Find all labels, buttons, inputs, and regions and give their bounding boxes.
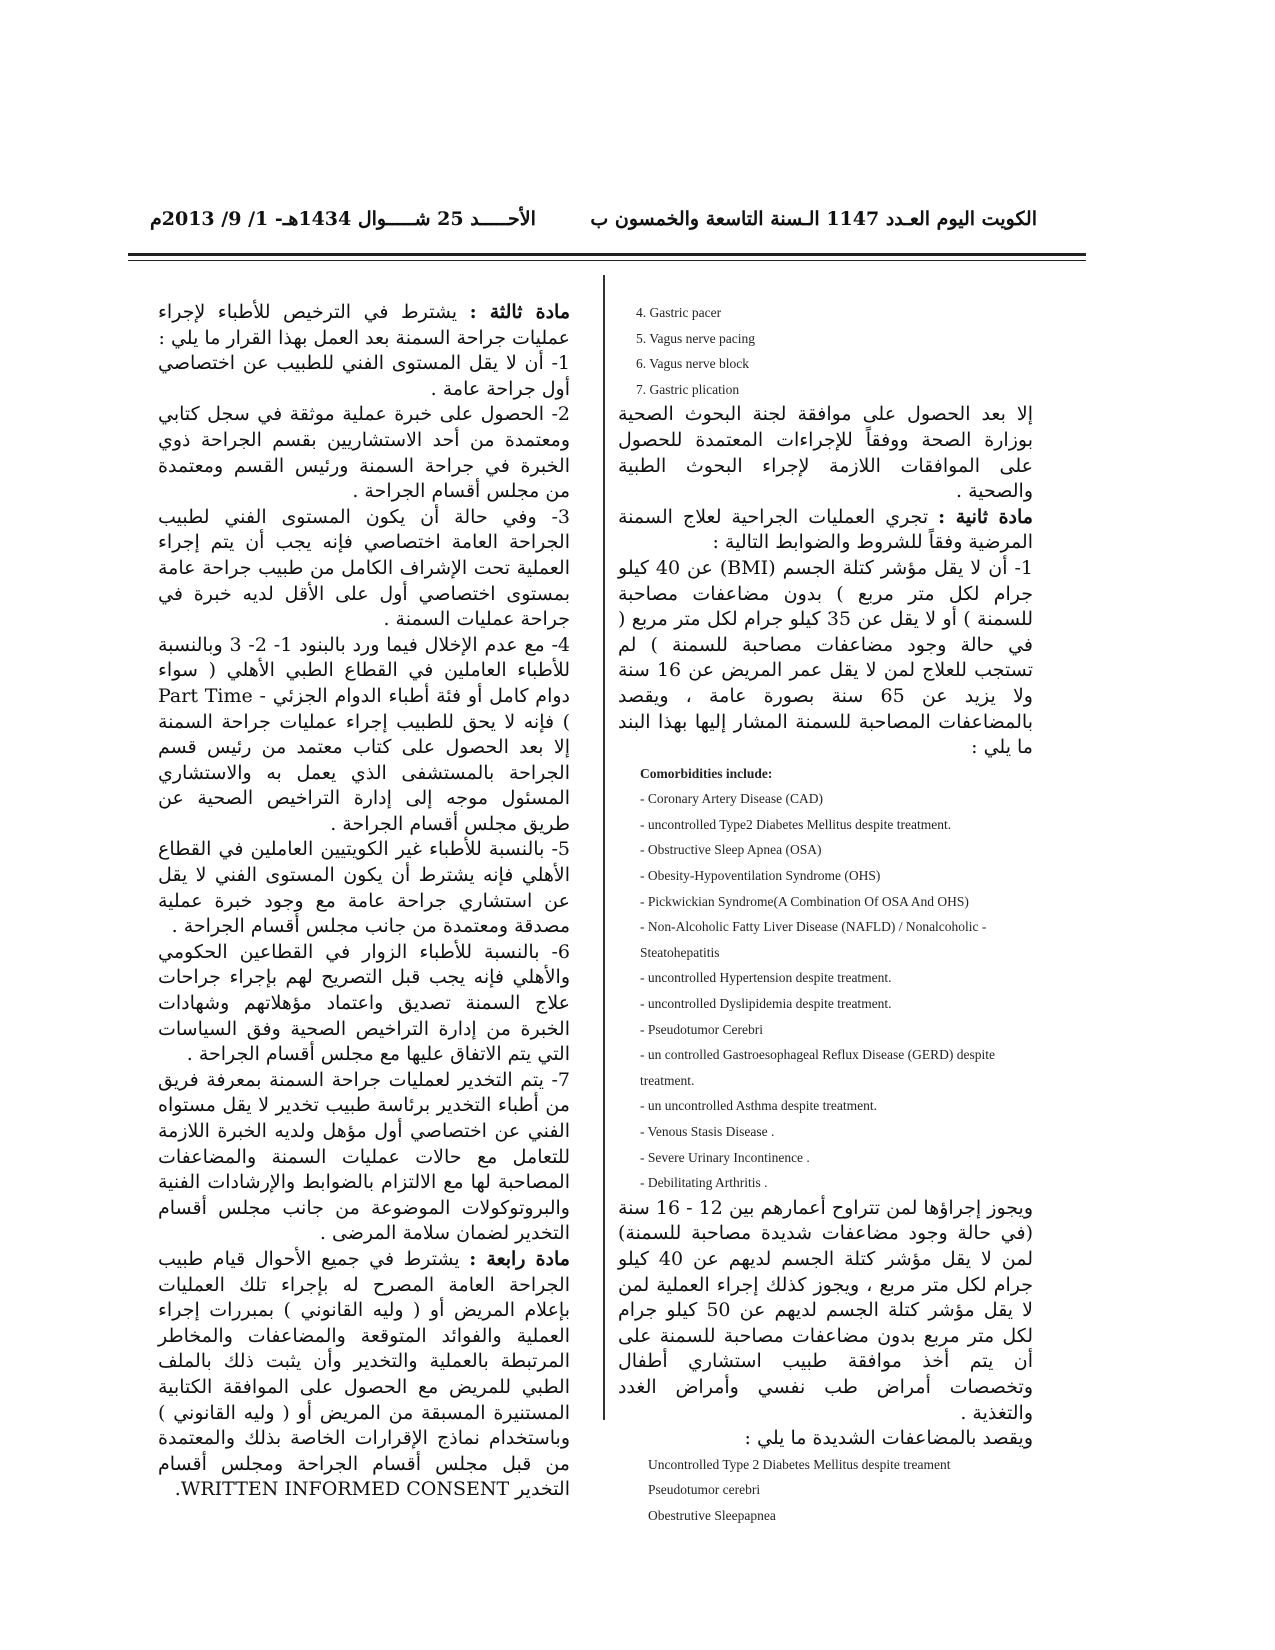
list-item: - Severe Urinary Incontinence . [640,1149,810,1165]
list-item: - Venous Stasis Disease . [640,1124,775,1139]
list-item: - Pseudotumor Cerebri [640,1021,763,1037]
header-date: الأحـــــد 25 شـــــوال 1434هـ- 1/ 9/ 2013م [150,208,536,230]
article-four: مادة رابعة : يشترط في جميع الأحوال قيام طبيب الجراحة العامة المصرح له بإجراء تلك العمليات بإعلام المريض أو ( وليه القانوني ) بمبررات إجراء العملية والفوائد المتوقعة والمضاعفات والمخاطر المرتبطة بالعملية والتخدير وأن يثبت ذلك بالملف الطبي للمريض مع الحصول على الموافقة الكتابية المستنيرة المسبقة من المريض أو ( وليه القانوني ) وباستخدام نماذج الإقرارات الخاصة بذلك والمعتمدة من قبل مجلس أقسام الجراحة ومجلس أقسام التخدير WRITTEN INFORMED CONSENT. [158,1247,570,1501]
header-rule [128,253,1086,256]
approval-paragraph: إلا بعد الحصول على موافقة لجنة البحوث الصحية بوزارة الصحة ووفقاً للإجراءات المعتمدة للحصول على الموافقات اللازمة لإجراء البحوث الطبية والصحية . [618,403,1033,503]
list-item: Pseudotumor cerebri [648,1482,761,1498]
list-item: - uncontrolled Hypertension despite treatment. [640,970,892,986]
severe-list [618,1452,1033,1529]
bmi-paragraph: 1- أن لا يقل مؤشر كتلة الجسم (BMI) عن 40 كيلو جرام لكل متر مربع ) بدون مضاعفات مصاحبة للسمنة ) أو لا يقل عن 35 كيلو جرام لكل متر مربع ( في حالة وجود مضاعفات مصاحبة للسمنة ) لم تستجب للعلاج لمن لا يقل عمر المريض عن 16 سنة ولا يزيد عن 65 سنة بصورة عامة ، ويقصد بالمضاعفات المصاحبة للسمنة المشار إليها بهذا البند ما يلي : [618,556,1033,759]
procedure-list [618,300,1033,402]
column-divider [603,275,605,1420]
comorbidities-list [618,786,1033,1196]
list-item: - un uncontrolled Asthma despite treatment. [640,1098,877,1114]
list-item: 7. Gastric plication [636,381,740,397]
article-three-item-5: 5- بالنسبة للأطباء غير الكويتيين العاملين في القطاع الأهلي فإنه يشترط أن يكون المستوى الفني لا يقل عن استشاري جراحة عامة مع وجود خبرة عملية مصدقة ومعتمدة من جانب مجلس أقسام الجراحة . [158,838,570,938]
youth-paragraph: ويجوز إجراؤها لمن تتراوح أعمارهم بين 12 - 16 سنة (في حالة وجود مضاعفات شديدة مصاحبة للسمنة) لمن لا يقل مؤشر كتلة الجسم لديهم عن 40 كيلو جرام لكل متر مربع ، ويجوز كذلك إجراء العملية لمن لا يقل مؤشر كتلة الجسم لديهم عن 50 كيلو جرام لكل متر مربع بدون مضاعفات مصاحبة للسمنة على أن يتم أخذ موافقة طبيب استشاري أطفال وتخصصات أمراض طب نفسي وأمراض الغدد والتغذية . [618,1196,1034,1424]
list-item: - un controlled Gastroesophageal Reflux Disease (GERD) despite treatment. [640,1047,996,1088]
article-two-label: مادة ثانية : [938,505,1033,528]
article-three-item-1: 1- أن لا يقل المستوى الفني للطبيب عن اختصاصي أول جراحة عامة . [158,352,570,400]
list-item: - Debilitating Arthritis . [640,1175,768,1191]
list-item: - Obstructive Sleep Apnea (OSA) [640,842,822,858]
comorbidities-title: Comorbidities include: [640,765,773,781]
list-item: - Obesity-Hypoventilation Syndrome (OHS) [640,868,881,884]
article-two: مادة ثانية : تجري العمليات الجراحية لعلاج السمنة المرضية وفقاً للشروط والضوابط التالية : [618,505,1033,554]
severe-intro: ويقصد بالمضاعفات الشديدة ما يلي : [744,1427,1033,1450]
header-publication: الكويت اليوم العـدد 1147 الـسنة التاسعة والخمسون ب [590,208,1037,230]
article-three-item-2: 2- الحصول على خبرة عملية موثقة في سجل كتابي ومعتمدة من أحد الاستشاريين بقسم الجراحة ذوي الخبرة في جراحة السمنة ورئيس القسم ومعتمدة من مجلس أقسام الجراحة . [158,403,570,503]
list-item: Uncontrolled Type 2 Diabetes Mellitus despite treament [648,1456,951,1472]
list-item: 6. Vagus nerve block [636,356,749,372]
article-three-item-4: 4- مع عدم الإخلال فيما ورد بالبنود 1- 2- 3 وبالنسبة للأطباء العاملين في القطاع الطبي الأهلي ( سواء دوام كامل أو فئة أطباء الدوام الجزئي - Part Time ) فإنه لا يحق للطبيب إجراء عمليات جراحة السمنة إلا بعد الحصول على كتاب معتمد من رئيس قسم الجراحة بالمستشفى الذي يعمل به والاستشاري المسئول موجه إلى إدارة التراخيص الصحية عن طريق مجلس أقسام الجراحة . [158,633,571,835]
list-item: - Coronary Artery Disease (CAD) [640,791,823,807]
article-three-item-3: 3- وفي حالة أن يكون المستوى الفني لطبيب الجراحة العامة اختصاصي فإنه يجب أن يتم إجراء العملية تحت الإشراف الكامل من طبيب جراحة عامة بمستوى اختصاصي أول على الأقل لديه خبرة في جراحة عمليات السمنة . [158,505,570,631]
right-column [618,300,1033,1529]
article-four-label: مادة رابعة : [469,1247,570,1270]
list-item: Obestrutive Sleepapnea [648,1507,776,1523]
list-item: - Pickwickian Syndrome(A Combination Of OSA And OHS) [640,893,969,909]
article-three-item-7: 7- يتم التخدير لعمليات جراحة السمنة بمعرفة فريق من أطباء التخدير برئاسة طبيب تخدير لا يقل مستواه الفني عن اختصاصي أول مؤهل ولديه الخبرة اللازمة للتعامل مع حالات عمليات السمنة والمضاعفات المصاحبة لها مع الالتزام بالضوابط والإرشادات الفنية والبروتوكولات الموضوعة من جانب مجلس أقسام التخدير لضمان سلامة المرضى . [158,1068,570,1245]
left-column [158,300,570,1503]
article-three-intro: مادة ثالثة : يشترط في الترخيص للأطباء لإجراء عمليات جراحة السمنة بعد العمل بهذا القرار ما يلي : [158,301,570,349]
list-item: 5. Vagus nerve pacing [636,330,755,346]
article-three-label: مادة ثالثة : [469,301,570,323]
list-item: - uncontrolled Dyslipidemia despite treatment. [640,996,892,1012]
article-three-item-6: 6- بالنسبة للأطباء الزوار في القطاعين الحكومي والأهلي فإنه يجب قبل التصريح لهم بإجراء جراحات علاج السمنة تصديق واعتماد مؤهلاتهم وشهادات الخبرة من إدارة التراخيص الصحية وفق السياسات التي يتم الاتفاق عليها مع مجلس أقسام الجراحة . [158,940,570,1066]
list-item: - uncontrolled Type2 Diabetes Mellitus despite treatment. [640,816,952,832]
list-item: 4. Gastric pacer [636,305,722,320]
header-rule-thin [128,260,1086,261]
list-item: - Non-Alcoholic Fatty Liver Disease (NAFLD) / Nonalcoholic - Steatohepatitis [640,919,987,960]
